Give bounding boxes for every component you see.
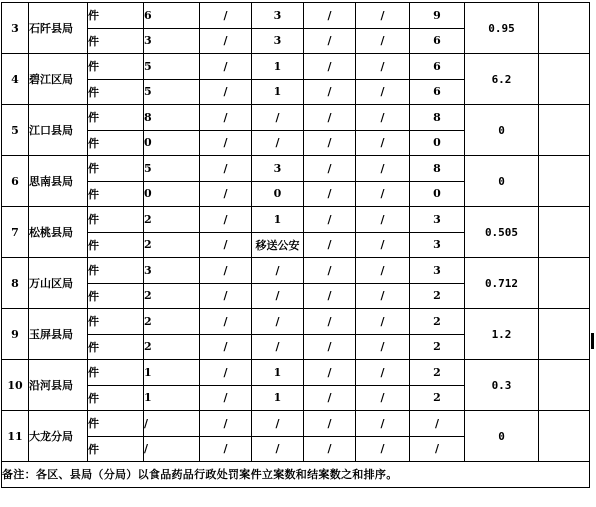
value-cell: / — [304, 232, 356, 258]
value-cell: / — [200, 54, 252, 80]
value-cell: 3 — [144, 28, 200, 54]
rank-number: 11 — [2, 411, 29, 462]
unit-cell: 件 — [88, 181, 144, 207]
note-text: 备注：各区、县局（分局）以食品药品行政处罚案件立案数和结案数之和排序。 — [2, 462, 590, 488]
rate-cell: 1.2 — [465, 309, 539, 360]
ranking-table — [1, 2, 590, 488]
value-cell: / — [252, 411, 304, 437]
value-cell: / — [144, 436, 200, 462]
table-row — [2, 258, 590, 284]
value-cell: / — [356, 28, 410, 54]
unit-cell: 件 — [88, 207, 144, 233]
value-cell: / — [200, 436, 252, 462]
value-cell: 6 — [144, 3, 200, 29]
value-cell: 1 — [252, 79, 304, 105]
blank-cell — [539, 207, 590, 258]
value-cell: / — [356, 130, 410, 156]
value-cell: / — [200, 309, 252, 335]
unit-cell: 件 — [88, 105, 144, 131]
rate-cell: 0.505 — [465, 207, 539, 258]
blank-cell — [539, 411, 590, 462]
value-cell: 1 — [144, 385, 200, 411]
blank-cell — [539, 105, 590, 156]
value-cell: 0 — [410, 181, 465, 207]
table-row — [2, 207, 590, 233]
value-cell: / — [304, 79, 356, 105]
value-cell: 6 — [410, 28, 465, 54]
rank-number: 6 — [2, 156, 29, 207]
value-cell: / — [200, 411, 252, 437]
value-cell: / — [356, 181, 410, 207]
value-cell: / — [252, 334, 304, 360]
value-cell: 2 — [410, 283, 465, 309]
value-cell: 3 — [252, 3, 304, 29]
value-cell: 1 — [252, 385, 304, 411]
rate-cell: 0.95 — [465, 3, 539, 54]
table-row — [2, 309, 590, 335]
rate-cell: 0.712 — [465, 258, 539, 309]
unit-cell: 件 — [88, 258, 144, 284]
value-cell: / — [252, 258, 304, 284]
unit-cell: 件 — [88, 232, 144, 258]
value-cell: / — [356, 309, 410, 335]
value-cell: 0 — [410, 130, 465, 156]
value-cell: / — [252, 283, 304, 309]
blank-cell — [539, 309, 590, 360]
value-cell: 1 — [252, 207, 304, 233]
rank-number: 5 — [2, 105, 29, 156]
table-row — [2, 156, 590, 182]
value-cell: / — [200, 181, 252, 207]
value-cell: 2 — [144, 283, 200, 309]
blank-cell — [539, 258, 590, 309]
blank-cell — [539, 3, 590, 54]
value-cell: / — [356, 3, 410, 29]
bureau-name: 大龙分局 — [29, 411, 88, 462]
value-cell: / — [304, 105, 356, 131]
bureau-name: 碧江区局 — [29, 54, 88, 105]
unit-cell: 件 — [88, 156, 144, 182]
rank-number: 3 — [2, 3, 29, 54]
value-cell: / — [144, 411, 200, 437]
value-cell: / — [200, 156, 252, 182]
rate-cell: 0 — [465, 156, 539, 207]
unit-cell: 件 — [88, 360, 144, 386]
value-cell: / — [200, 334, 252, 360]
rate-cell: 6.2 — [465, 54, 539, 105]
value-cell: 3 — [252, 156, 304, 182]
value-cell: / — [304, 156, 356, 182]
value-cell: 9 — [410, 3, 465, 29]
value-cell: / — [304, 181, 356, 207]
value-cell: / — [356, 258, 410, 284]
table-row — [2, 360, 590, 386]
rate-cell: 0 — [465, 411, 539, 462]
value-cell: / — [356, 283, 410, 309]
unit-cell: 件 — [88, 334, 144, 360]
rank-number: 4 — [2, 54, 29, 105]
value-cell: 5 — [144, 54, 200, 80]
rank-number: 10 — [2, 360, 29, 411]
value-cell: 2 — [410, 334, 465, 360]
value-cell: 5 — [144, 156, 200, 182]
value-cell: 1 — [144, 360, 200, 386]
value-cell: 0 — [144, 181, 200, 207]
value-cell: / — [200, 283, 252, 309]
value-cell: 6 — [410, 79, 465, 105]
value-cell: / — [410, 436, 465, 462]
value-cell: 3 — [410, 232, 465, 258]
table-row — [2, 411, 590, 437]
unit-cell: 件 — [88, 411, 144, 437]
table-row — [2, 105, 590, 131]
value-cell: / — [356, 105, 410, 131]
bureau-name: 沿河县局 — [29, 360, 88, 411]
value-cell: 0 — [252, 181, 304, 207]
value-cell: / — [304, 207, 356, 233]
value-cell: / — [356, 334, 410, 360]
value-cell: / — [356, 436, 410, 462]
value-cell: / — [304, 334, 356, 360]
bureau-name: 万山区局 — [29, 258, 88, 309]
value-cell: 2 — [410, 385, 465, 411]
rate-cell: 0.3 — [465, 360, 539, 411]
unit-cell: 件 — [88, 28, 144, 54]
value-cell: 2 — [410, 309, 465, 335]
value-cell: / — [200, 3, 252, 29]
note-row — [2, 462, 590, 488]
unit-cell: 件 — [88, 54, 144, 80]
table-body — [2, 3, 590, 488]
table-row — [2, 3, 590, 29]
value-cell: / — [200, 232, 252, 258]
value-cell: / — [200, 385, 252, 411]
value-cell: 6 — [410, 54, 465, 80]
table-row — [2, 54, 590, 80]
value-cell: / — [200, 130, 252, 156]
value-cell: / — [252, 436, 304, 462]
edge-marker — [591, 333, 594, 349]
value-cell: / — [356, 156, 410, 182]
value-cell: / — [200, 105, 252, 131]
rate-cell: 0 — [465, 105, 539, 156]
value-cell: 2 — [144, 232, 200, 258]
value-cell: / — [304, 28, 356, 54]
value-cell: / — [252, 105, 304, 131]
value-cell: / — [356, 54, 410, 80]
value-cell: / — [252, 130, 304, 156]
value-cell: / — [356, 411, 410, 437]
rank-number: 9 — [2, 309, 29, 360]
value-cell: / — [356, 360, 410, 386]
unit-cell: 件 — [88, 79, 144, 105]
unit-cell: 件 — [88, 3, 144, 29]
value-cell: 2 — [410, 360, 465, 386]
value-cell: 移送公安 — [252, 232, 304, 258]
value-cell: 2 — [144, 207, 200, 233]
bureau-name: 松桃县局 — [29, 207, 88, 258]
unit-cell: 件 — [88, 385, 144, 411]
value-cell: / — [304, 360, 356, 386]
blank-cell — [539, 54, 590, 105]
value-cell: / — [304, 3, 356, 29]
value-cell: / — [356, 232, 410, 258]
value-cell: / — [252, 309, 304, 335]
value-cell: / — [410, 411, 465, 437]
value-cell: / — [200, 258, 252, 284]
value-cell: 5 — [144, 79, 200, 105]
value-cell: / — [200, 79, 252, 105]
value-cell: / — [304, 411, 356, 437]
value-cell: / — [200, 207, 252, 233]
value-cell: / — [356, 207, 410, 233]
rank-number: 7 — [2, 207, 29, 258]
bureau-name: 石阡县局 — [29, 3, 88, 54]
value-cell: / — [304, 54, 356, 80]
value-cell: 1 — [252, 360, 304, 386]
value-cell: / — [200, 360, 252, 386]
value-cell: / — [304, 283, 356, 309]
value-cell: / — [356, 385, 410, 411]
value-cell: / — [304, 130, 356, 156]
value-cell: / — [304, 385, 356, 411]
value-cell: 2 — [144, 309, 200, 335]
value-cell: / — [356, 79, 410, 105]
value-cell: 3 — [410, 258, 465, 284]
value-cell: 0 — [144, 130, 200, 156]
value-cell: 8 — [410, 105, 465, 131]
bureau-name: 思南县局 — [29, 156, 88, 207]
bureau-name: 玉屏县局 — [29, 309, 88, 360]
value-cell: / — [304, 309, 356, 335]
value-cell: 3 — [252, 28, 304, 54]
value-cell: 2 — [144, 334, 200, 360]
value-cell: 3 — [410, 207, 465, 233]
blank-cell — [539, 156, 590, 207]
unit-cell: 件 — [88, 283, 144, 309]
blank-cell — [539, 360, 590, 411]
value-cell: 1 — [252, 54, 304, 80]
value-cell: / — [200, 28, 252, 54]
value-cell: 8 — [144, 105, 200, 131]
value-cell: 8 — [410, 156, 465, 182]
rank-number: 8 — [2, 258, 29, 309]
unit-cell: 件 — [88, 130, 144, 156]
value-cell: / — [304, 436, 356, 462]
value-cell: 3 — [144, 258, 200, 284]
bureau-name: 江口县局 — [29, 105, 88, 156]
value-cell: / — [304, 258, 356, 284]
unit-cell: 件 — [88, 436, 144, 462]
unit-cell: 件 — [88, 309, 144, 335]
